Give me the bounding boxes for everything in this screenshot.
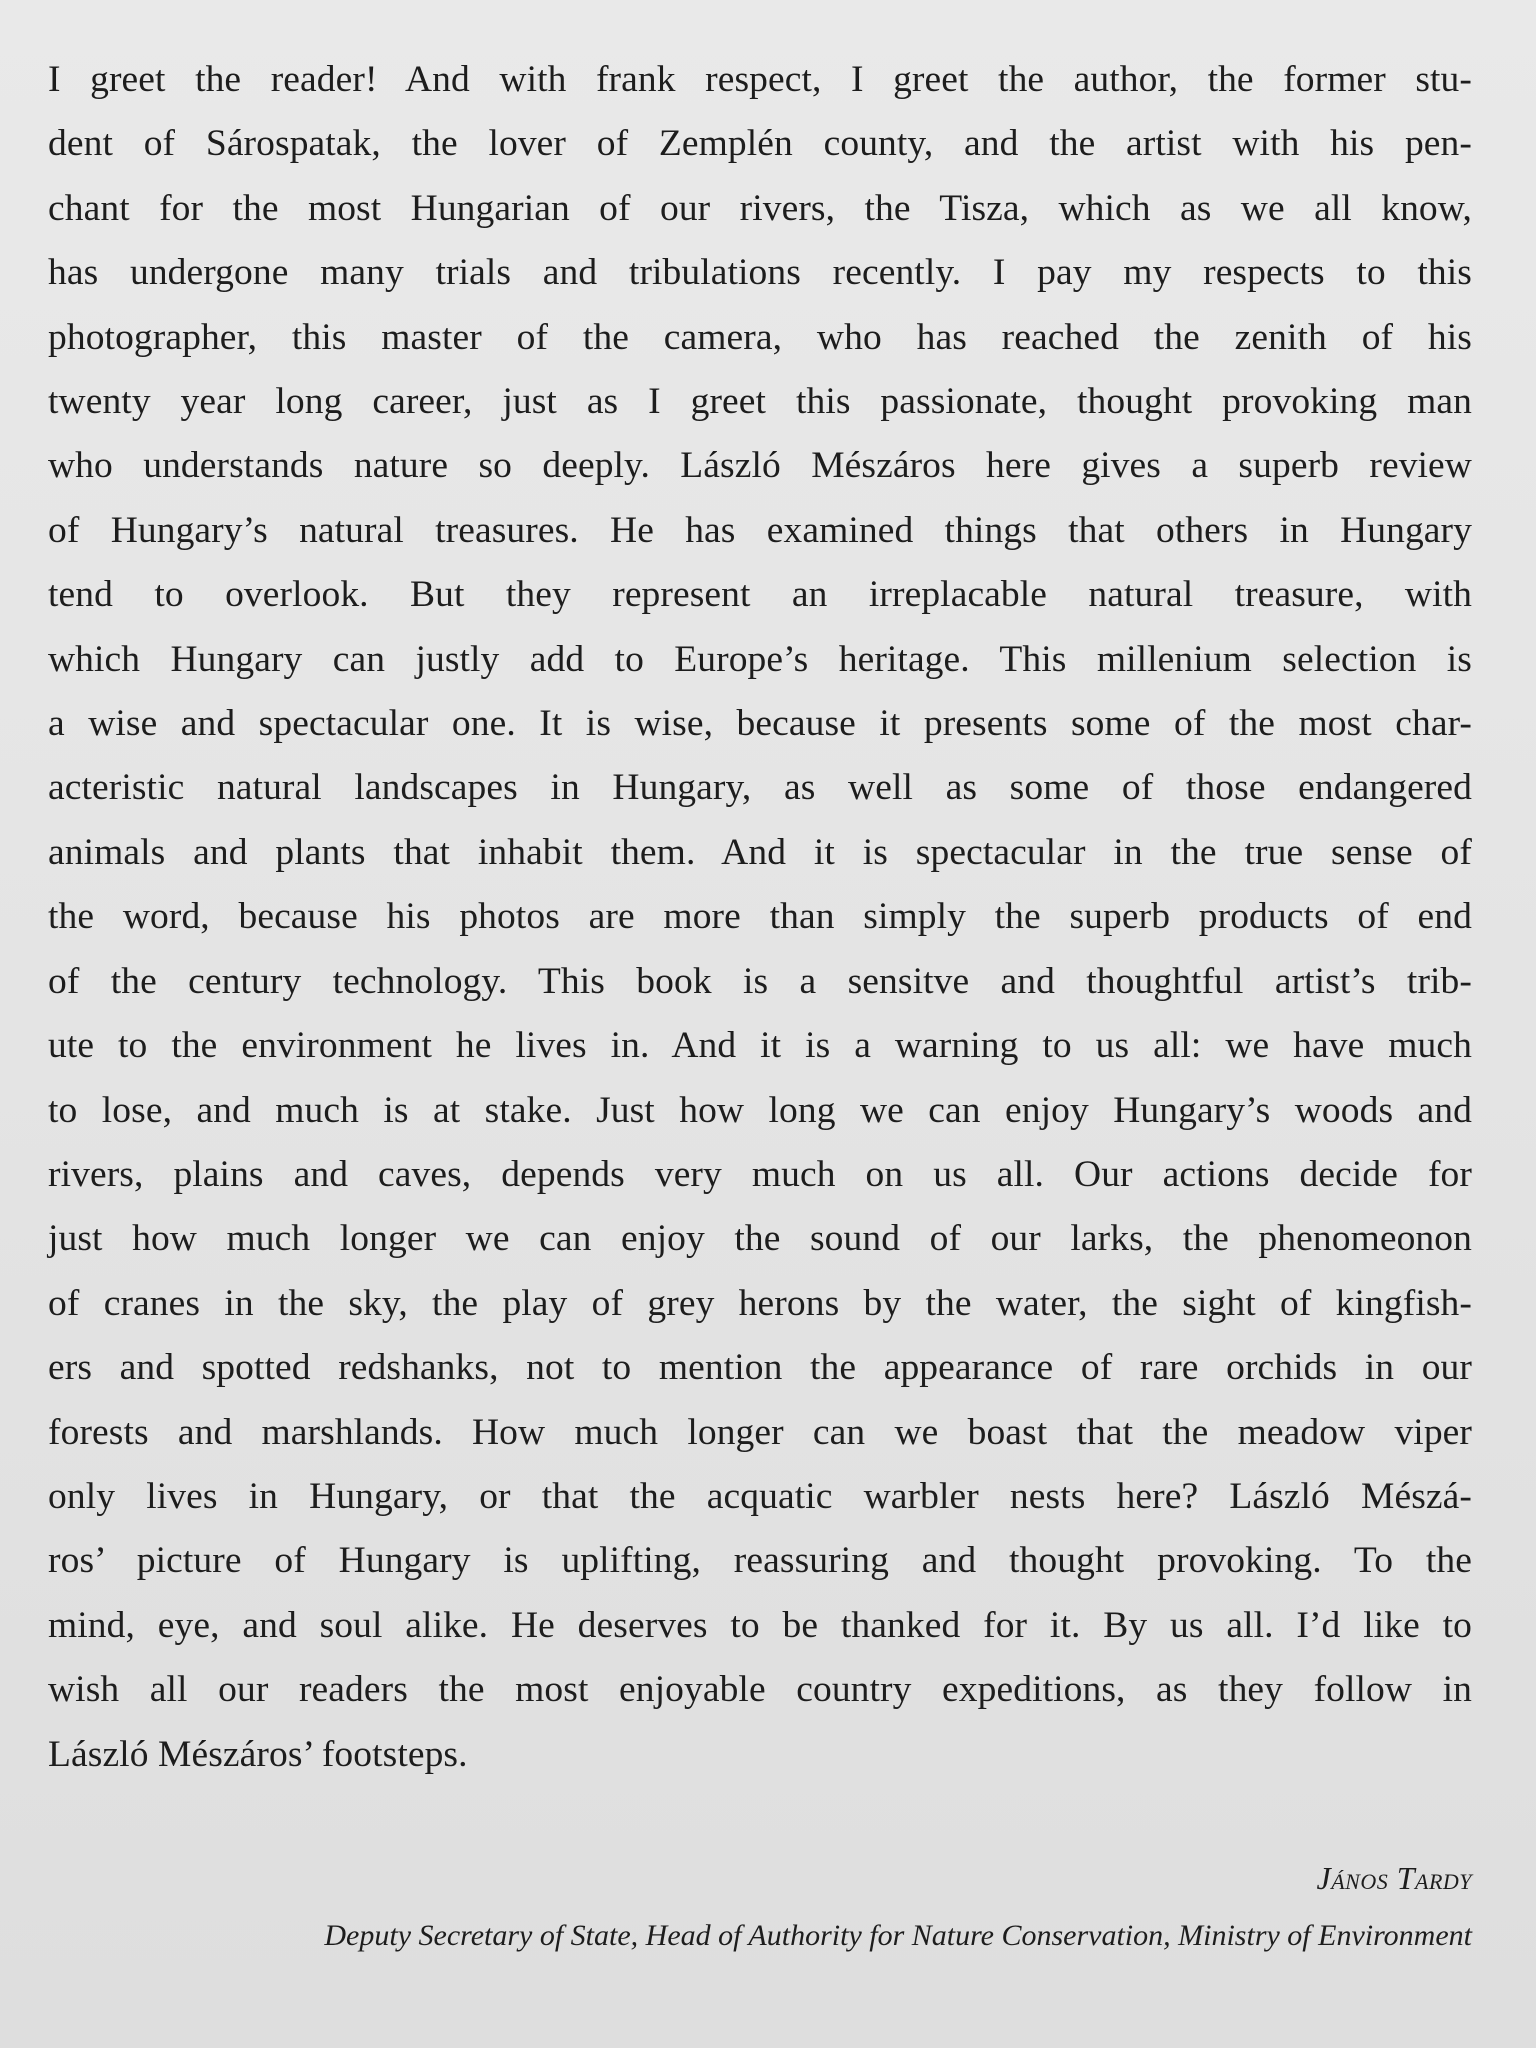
text-line: wish all our readers the most enjoyable country expeditions, as they follow in xyxy=(48,1669,1472,1711)
signature-block xyxy=(324,1858,1472,1954)
text-line: chant for the most Hungarian of our rivers, the Tisza, which as we all know, xyxy=(48,187,1472,229)
signature-name: János Tardy xyxy=(1316,1860,1472,1896)
text-line: mind, eye, and soul alike. He deserves to be thanked for it. By us all. I’d like to xyxy=(48,1604,1472,1646)
signature-title: Deputy Secretary of State, Head of Authority for Nature Conservation, Ministry of Environment xyxy=(324,1919,1472,1952)
text-line: acteristic natural landscapes in Hungary, as well as some of those endangered xyxy=(48,767,1472,809)
text-line: a wise and spectacular one. It is wise, because it presents some of the most char- xyxy=(48,703,1472,745)
text-line: just how much longer we can enjoy the sound of our larks, the phenomeonon xyxy=(48,1218,1472,1260)
text-line: of the century technology. This book is a sensitve and thoughtful artist’s trib- xyxy=(48,960,1472,1002)
body-paragraph xyxy=(48,48,1472,1787)
text-line: ros’ picture of Hungary is uplifting, reassuring and thought provoking. To the xyxy=(48,1540,1472,1582)
text-line: of Hungary’s natural treasures. He has examined things that others in Hungary xyxy=(48,509,1472,551)
text-line: the word, because his photos are more than simply the superb products of end xyxy=(48,896,1472,938)
text-line: twenty year long career, just as I greet this passionate, thought provoking man xyxy=(48,381,1472,423)
text-line: of cranes in the sky, the play of grey herons by the water, the sight of kingfish- xyxy=(48,1282,1472,1324)
text-line: who understands nature so deeply. László Mészáros here gives a superb review xyxy=(48,445,1472,487)
text-line: has undergone many trials and tribulations recently. I pay my respects to this xyxy=(48,252,1472,294)
text-line: which Hungary can justly add to Europe’s heritage. This millenium selection is xyxy=(48,638,1472,680)
text-line: to lose, and much is at stake. Just how long we can enjoy Hungary’s woods and xyxy=(48,1089,1472,1131)
text-line: animals and plants that inhabit them. And it is spectacular in the true sense of xyxy=(48,831,1472,873)
text-line: rivers, plains and caves, depends very much on us all. Our actions decide for xyxy=(48,1153,1472,1195)
text-line: ute to the environment he lives in. And it is a warning to us all: we have much xyxy=(48,1025,1472,1067)
text-line: I greet the reader! And with frank respect, I greet the author, the former stu- xyxy=(48,59,1472,100)
text-line-last: László Mészáros’ footsteps. xyxy=(48,1733,468,1775)
text-line: tend to overlook. But they represent an irreplacable natural treasure, with xyxy=(48,574,1472,616)
text-line: forests and marshlands. How much longer can we boast that the meadow viper xyxy=(48,1411,1472,1453)
text-line: ers and spotted redshanks, not to mention the appearance of rare orchids in our xyxy=(48,1347,1472,1389)
text-line: only lives in Hungary, or that the acquatic warbler nests here? László Mészá- xyxy=(48,1475,1472,1517)
text-line: photographer, this master of the camera, who has reached the zenith of his xyxy=(48,316,1472,358)
text-line: dent of Sárospatak, the lover of Zemplén county, and the artist with his pen- xyxy=(48,123,1472,165)
